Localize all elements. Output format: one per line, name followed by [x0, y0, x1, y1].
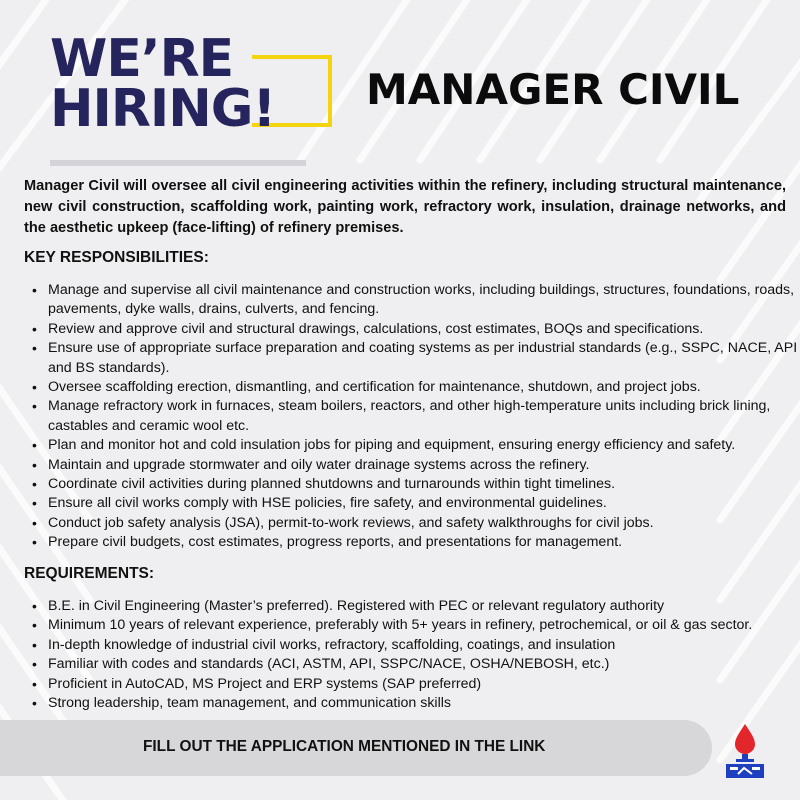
requirements-heading: REQUIREMENTS:: [24, 565, 155, 582]
company-logo-icon: [722, 722, 768, 778]
responsibility-item-text: Maintain and upgrade stormwater and oily water drainage systems across the refinery.: [48, 456, 590, 473]
responsibility-item: [30, 533, 800, 552]
requirement-item-text: Strong leadership, team management, and communication skills: [48, 695, 451, 712]
responsibility-item-text: Ensure use of appropriate surface preparation and coating systems as per industrial standards (e.g., SSPC, NACE, API and BS standards).: [48, 340, 798, 376]
job-title: MANAGER CIVIL: [366, 65, 740, 114]
responsibility-item: [30, 514, 800, 533]
bullet-icon: •: [32, 598, 37, 614]
responsibility-item: [30, 320, 800, 339]
requirement-item-text: In-depth knowledge of industrial civil works, refractory, scaffolding, coatings, and insulation: [48, 636, 616, 653]
requirement-item: [30, 616, 800, 635]
bullet-icon: •: [32, 636, 37, 653]
hiring-underline: [50, 160, 306, 166]
responsibility-item-text: Coordinate civil activities during planned shutdowns and turnarounds within tight timelines.: [48, 476, 616, 493]
responsibility-item-text: Review and approve civil and structural drawings, calculations, cost estimates, BOQs and specifications.: [48, 320, 704, 337]
bullet-icon: •: [32, 282, 37, 298]
responsibilities-heading: KEY RESPONSIBILITIES:: [24, 249, 209, 266]
responsibility-item-text: Manage and supervise all civil maintenance and construction works, including buildings, structures, foundations, roads, pavements, dyke walls, drains, culverts, and fencing.: [48, 282, 795, 318]
job-summary: Manager Civil will oversee all civil engineering activities within the refinery, including structural maintenance, new civil construction, scaffolding work, painting work, refractory work, insulation, drainage networks, and the aesthetic upkeep (face-lifting) of refinery premises.: [24, 178, 786, 236]
requirement-item-text: Minimum 10 years of relevant experience, preferably with 5+ years in refinery, petrochemical, or oil & gas sector.: [48, 617, 753, 634]
responsibility-item: [30, 475, 800, 494]
bullet-icon: •: [32, 495, 37, 512]
responsibility-item-text: Manage refractory work in furnaces, steam boilers, reactors, and other high-temperature units including brick lining, castables and ceramic wool etc.: [48, 398, 771, 434]
bullet-icon: •: [32, 456, 37, 473]
requirement-item: [30, 636, 800, 655]
requirement-item: [30, 675, 800, 694]
responsibility-item: [30, 456, 800, 475]
hiring-title: [50, 29, 276, 139]
responsibility-item: [30, 436, 800, 455]
apply-banner-text[interactable]: FILL OUT THE APPLICATION MENTIONED IN THE LINK: [143, 738, 546, 755]
responsibility-item-text: Ensure all civil works comply with HSE policies, fire safety, and environmental guidelines.: [48, 495, 607, 512]
hiring-line-1: WE’RE: [50, 29, 234, 89]
bullet-icon: •: [32, 437, 37, 454]
requirement-item: [30, 597, 800, 616]
requirement-item: [30, 694, 800, 713]
requirement-item: [30, 655, 800, 674]
hiring-line-2: HIRING!: [50, 79, 276, 139]
responsibilities-list: [30, 281, 800, 553]
responsibility-item-text: Conduct job safety analysis (JSA), permit-to-work reviews, and safety walkthroughs for civil jobs.: [48, 514, 654, 531]
bullet-icon: •: [32, 320, 37, 337]
bullet-icon: •: [32, 514, 37, 531]
responsibility-item: [30, 378, 800, 397]
responsibility-item-text: Oversee scaffolding erection, dismantling, and certification for maintenance, shutdown, and project jobs.: [48, 379, 701, 396]
bullet-icon: •: [32, 656, 37, 673]
bullet-icon: •: [32, 340, 37, 357]
responsibility-item: [30, 339, 800, 378]
requirements-list: [30, 597, 800, 713]
requirement-item-text: B.E. in Civil Engineering (Master’s preferred). Registered with PEC or relevant regulatory authority: [48, 598, 665, 614]
bullet-icon: •: [32, 675, 37, 692]
requirement-item-text: Familiar with codes and standards (ACI, ASTM, API, SSPC/NACE, OSHA/NEBOSH, etc.): [48, 656, 610, 673]
responsibility-item: [30, 494, 800, 513]
requirement-item-text: Proficient in AutoCAD, MS Project and ERP systems (SAP preferred): [48, 675, 482, 692]
bullet-icon: •: [32, 534, 37, 551]
bullet-icon: •: [32, 476, 37, 493]
bullet-icon: •: [32, 379, 37, 396]
bullet-icon: •: [32, 398, 37, 415]
responsibility-item: [30, 397, 800, 436]
responsibility-item-text: Plan and monitor hot and cold insulation jobs for piping and equipment, ensuring energy efficiency and safety.: [48, 437, 736, 454]
bullet-icon: •: [32, 695, 37, 712]
bullet-icon: •: [32, 617, 37, 634]
responsibility-item-text: Prepare civil budgets, cost estimates, progress reports, and presentations for management.: [48, 534, 623, 551]
responsibility-item: [30, 281, 800, 320]
